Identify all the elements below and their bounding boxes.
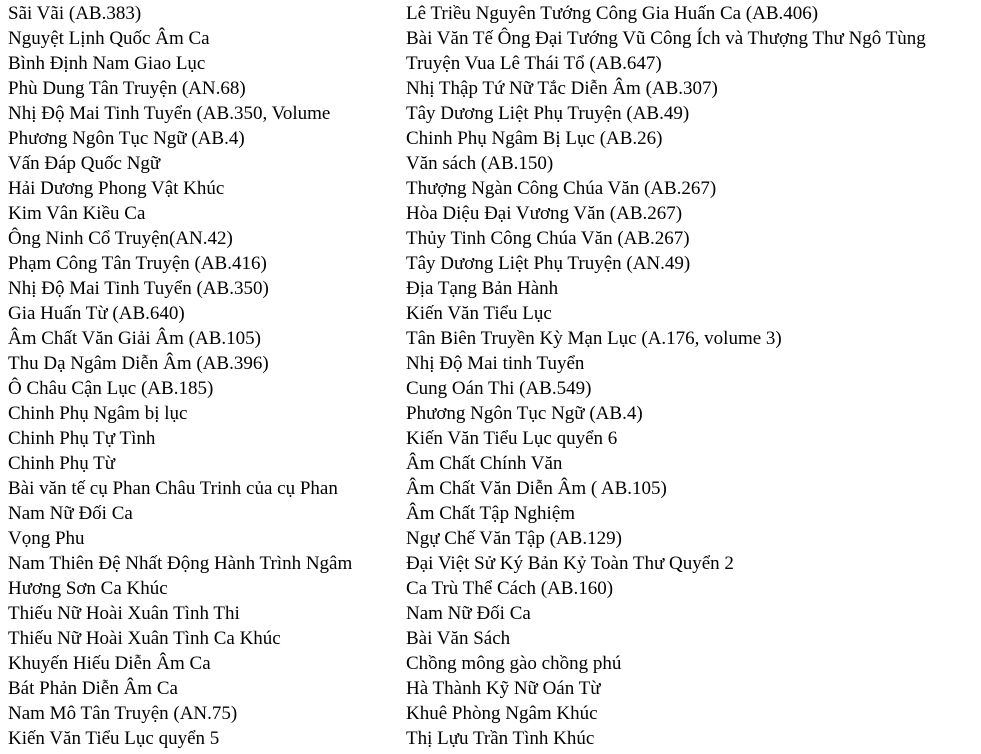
- title-link[interactable]: Âm Chất Chính Văn: [406, 453, 563, 474]
- title-link[interactable]: Gia Huấn Từ (AB.640): [8, 303, 185, 324]
- title-link[interactable]: Thiếu Nữ Hoài Xuân Tình Ca Khúc: [8, 628, 281, 649]
- title-link[interactable]: Nam Nữ Đối Ca: [8, 503, 133, 524]
- title-link[interactable]: Chinh Phụ Ngâm Bị Lục (AB.26): [406, 128, 663, 149]
- title-link[interactable]: Phù Dung Tân Truyện (AN.68): [8, 78, 246, 99]
- title-link[interactable]: Chinh Phụ Từ: [8, 453, 116, 474]
- title-link[interactable]: Nguyệt Lịnh Quốc Âm Ca: [8, 28, 210, 49]
- title-link[interactable]: Thủy Tinh Công Chúa Văn (AB.267): [406, 228, 690, 249]
- title-link[interactable]: Thượng Ngàn Công Chúa Văn (AB.267): [406, 178, 717, 199]
- title-link[interactable]: Tây Dương Liệt Phụ Truyện (AB.49): [406, 103, 690, 124]
- title-link[interactable]: Thu Dạ Ngâm Diễn Âm (AB.396): [8, 353, 269, 374]
- title-link[interactable]: Truyện Vua Lê Thái Tổ (AB.647): [406, 53, 662, 74]
- title-link[interactable]: Thị Lựu Trần Tình Khúc: [406, 728, 595, 749]
- title-link[interactable]: Chinh Phụ Tự Tình: [8, 428, 156, 449]
- title-link[interactable]: Phương Ngôn Tục Ngữ (AB.4): [8, 128, 245, 149]
- title-link[interactable]: Kim Vân Kiều Ca: [8, 203, 146, 224]
- title-link[interactable]: Hà Thành Kỹ Nữ Oán Từ: [406, 678, 601, 699]
- right-title-list: [406, 1, 981, 751]
- title-link[interactable]: Khuyến Hiếu Diễn Âm Ca: [8, 653, 211, 674]
- title-link[interactable]: Phạm Công Tân Truyện (AB.416): [8, 253, 267, 274]
- title-link[interactable]: Ô Châu Cận Lục (AB.185): [8, 378, 214, 399]
- title-link[interactable]: Khuê Phòng Ngâm Khúc: [406, 703, 598, 724]
- title-link[interactable]: Thiếu Nữ Hoài Xuân Tình Thi: [8, 603, 240, 624]
- title-link[interactable]: Địa Tạng Bản Hành: [406, 278, 559, 299]
- left-title-column: [0, 0, 393, 754]
- title-link[interactable]: Lê Triều Nguyên Tướng Công Gia Huấn Ca (AB.406): [406, 3, 819, 24]
- title-link[interactable]: Hải Dương Phong Vật Khúc: [8, 178, 225, 199]
- title-link[interactable]: Văn sách (AB.150): [406, 153, 554, 174]
- title-link[interactable]: Âm Chất Tập Nghiệm: [406, 503, 576, 524]
- title-link[interactable]: Nhị Độ Mai Tinh Tuyển (AB.350): [8, 278, 269, 299]
- title-link[interactable]: Bài văn tế cụ Phan Châu Trinh của cụ Phan: [8, 478, 338, 499]
- title-link[interactable]: Cung Oán Thi (AB.549): [406, 378, 592, 399]
- title-link[interactable]: Nhị Độ Mai Tinh Tuyển (AB.350, Volume: [8, 103, 331, 124]
- title-link[interactable]: Nhị Độ Mai tinh Tuyển: [406, 353, 585, 374]
- title-link[interactable]: Sãi Vãi (AB.383): [8, 3, 142, 24]
- title-link[interactable]: Chinh Phụ Ngâm bị lục: [8, 403, 188, 424]
- title-link[interactable]: Tây Dương Liệt Phụ Truyện (AN.49): [406, 253, 691, 274]
- title-link[interactable]: Nam Thiên Đệ Nhất Động Hành Trình Ngâm: [8, 553, 353, 574]
- left-title-list: [8, 1, 393, 751]
- title-link[interactable]: Nhị Thập Tứ Nữ Tắc Diễn Âm (AB.307): [406, 78, 718, 99]
- title-link[interactable]: Chồng mông gào chồng phú: [406, 653, 622, 674]
- title-link[interactable]: Phương Ngôn Tục Ngữ (AB.4): [406, 403, 643, 424]
- title-link[interactable]: Hương Sơn Ca Khúc: [8, 578, 168, 599]
- title-link[interactable]: Ngự Chế Văn Tập (AB.129): [406, 528, 622, 549]
- title-link[interactable]: Bài Văn Sách: [406, 628, 511, 649]
- title-link[interactable]: Âm Chất Văn Diễn Âm ( AB.105): [406, 478, 667, 499]
- title-link[interactable]: Đại Việt Sử Ký Bản Kỷ Toàn Thư Quyển 2: [406, 553, 734, 574]
- title-link[interactable]: Hòa Diệu Đại Vương Văn (AB.267): [406, 203, 683, 224]
- title-link[interactable]: Nam Nữ Đối Ca: [406, 603, 531, 624]
- title-link[interactable]: Bài Văn Tế Ông Đại Tướng Vũ Công Ích và Thượng Thư Ngô Tùng: [406, 28, 926, 49]
- title-link[interactable]: Ca Trù Thể Cách (AB.160): [406, 578, 614, 599]
- right-title-column: [397, 0, 981, 754]
- title-link[interactable]: Kiến Văn Tiểu Lục quyển 5: [8, 728, 220, 749]
- title-link[interactable]: Kiến Văn Tiểu Lục quyển 6: [406, 428, 618, 449]
- title-link[interactable]: Kiến Văn Tiểu Lục: [406, 303, 552, 324]
- title-link[interactable]: Âm Chất Văn Giải Âm (AB.105): [8, 328, 261, 349]
- title-link[interactable]: Nam Mô Tân Truyện (AN.75): [8, 703, 238, 724]
- title-link[interactable]: Bình Định Nam Giao Lục: [8, 53, 206, 74]
- title-link[interactable]: Vọng Phu: [8, 528, 85, 549]
- title-link[interactable]: Ông Ninh Cổ Truyện(AN.42): [8, 228, 233, 249]
- title-link[interactable]: Bát Phản Diễn Âm Ca: [8, 678, 178, 699]
- title-link[interactable]: Vấn Đáp Quốc Ngữ: [8, 153, 161, 174]
- title-link[interactable]: Tân Biên Truyền Kỳ Mạn Lục (A.176, volume 3): [406, 328, 782, 349]
